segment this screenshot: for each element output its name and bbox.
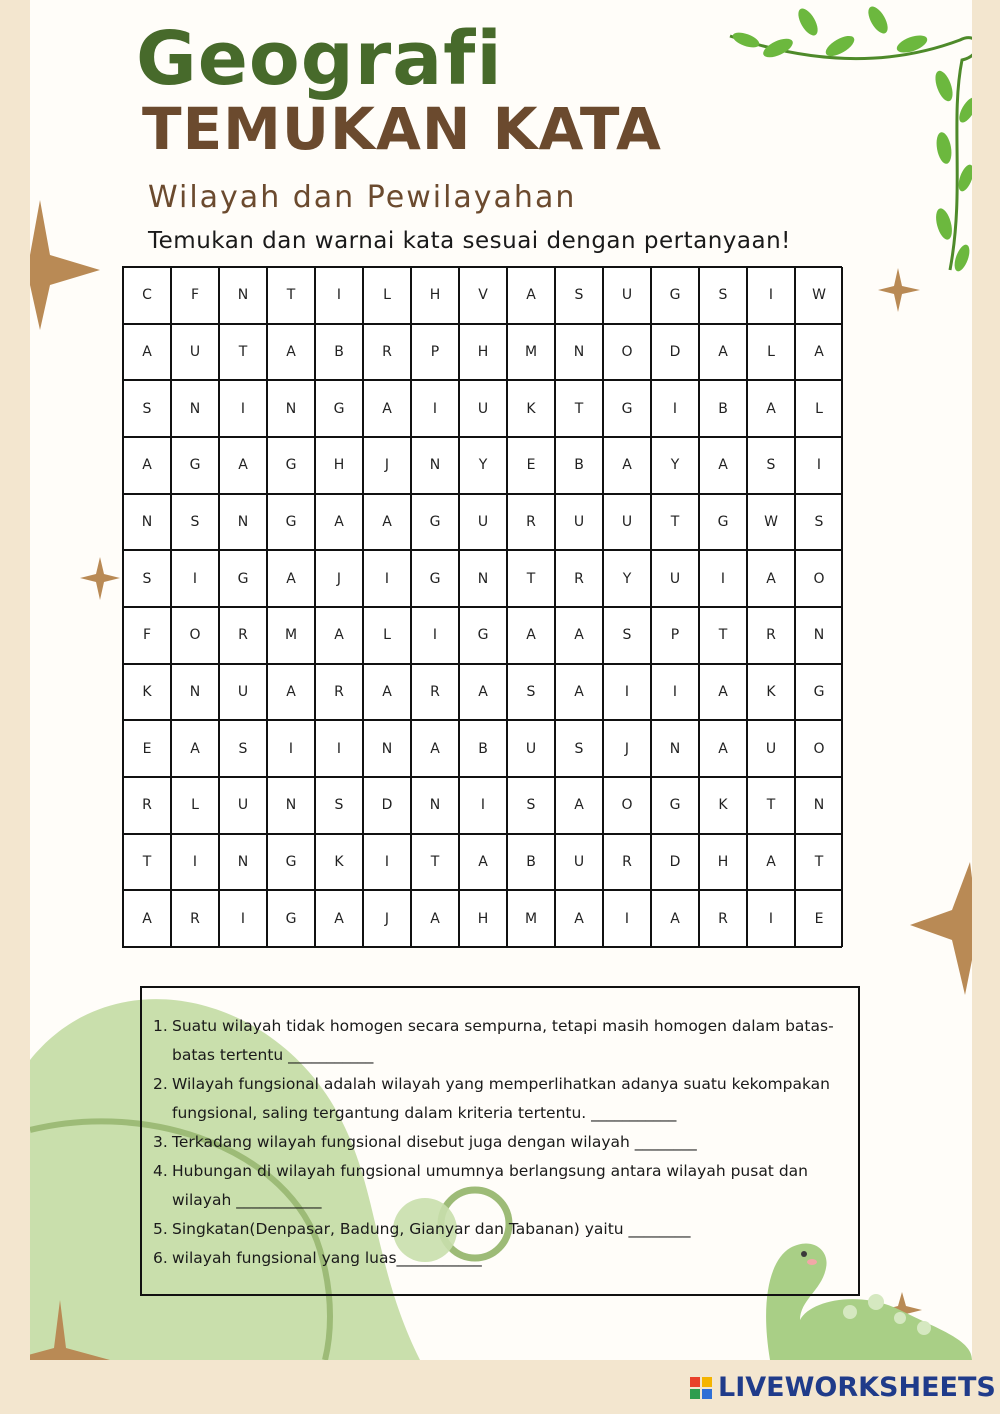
grid-cell[interactable]: N bbox=[651, 720, 699, 777]
grid-cell[interactable]: A bbox=[699, 664, 747, 721]
grid-cell[interactable]: G bbox=[411, 494, 459, 551]
logo-block-e bbox=[702, 1389, 712, 1399]
grid-cell[interactable]: I bbox=[363, 550, 411, 607]
grid-cell[interactable]: R bbox=[555, 550, 603, 607]
grid-cell[interactable]: A bbox=[411, 720, 459, 777]
grid-cell[interactable]: I bbox=[459, 777, 507, 834]
grid-cell[interactable]: H bbox=[699, 834, 747, 891]
grid-cell[interactable]: L bbox=[171, 777, 219, 834]
grid-cell[interactable]: O bbox=[603, 777, 651, 834]
grid-cell[interactable]: J bbox=[315, 550, 363, 607]
grid-cell[interactable]: S bbox=[747, 437, 795, 494]
grid-cell[interactable]: W bbox=[795, 267, 843, 324]
grid-cell[interactable]: A bbox=[267, 550, 315, 607]
grid-cell[interactable]: I bbox=[651, 664, 699, 721]
grid-cell[interactable]: A bbox=[699, 437, 747, 494]
grid-cell[interactable]: A bbox=[267, 324, 315, 381]
grid-cell[interactable]: F bbox=[123, 607, 171, 664]
question-text: Singkatan(Denpasar, Badung, Gianyar dan Tabanan) yaitu ________ bbox=[172, 1220, 691, 1238]
grid-cell[interactable]: A bbox=[555, 777, 603, 834]
grid-cell[interactable]: U bbox=[171, 324, 219, 381]
grid-cell[interactable]: A bbox=[747, 550, 795, 607]
grid-cell[interactable]: O bbox=[603, 324, 651, 381]
grid-cell[interactable]: G bbox=[267, 494, 315, 551]
question-text: wilayah fungsional yang luas___________ bbox=[172, 1249, 482, 1267]
grid-cell[interactable]: A bbox=[747, 834, 795, 891]
instruction-text: Temukan dan warnai kata sesuai dengan pertanyaan! bbox=[148, 228, 791, 254]
grid-cell[interactable]: R bbox=[699, 890, 747, 947]
grid-cell[interactable]: N bbox=[411, 437, 459, 494]
grid-cell[interactable]: E bbox=[507, 437, 555, 494]
grid-cell[interactable]: I bbox=[699, 550, 747, 607]
grid-cell[interactable]: N bbox=[795, 607, 843, 664]
grid-cell[interactable]: I bbox=[219, 890, 267, 947]
grid-cell[interactable]: R bbox=[507, 494, 555, 551]
grid-cell[interactable]: A bbox=[219, 437, 267, 494]
page-title: Geografi bbox=[136, 16, 503, 102]
grid-cell[interactable]: T bbox=[747, 777, 795, 834]
page-heading: TEMUKAN KATA bbox=[142, 95, 662, 163]
grid-cell[interactable]: G bbox=[267, 834, 315, 891]
grid-cell[interactable]: R bbox=[219, 607, 267, 664]
grid-cell[interactable]: J bbox=[363, 437, 411, 494]
question-text: fungsional, saling tergantung dalam kriteria tertentu. ___________ bbox=[172, 1104, 677, 1122]
page-subtitle: Wilayah dan Pewilayahan bbox=[148, 180, 577, 215]
grid-cell[interactable]: A bbox=[555, 607, 603, 664]
grid-cell[interactable]: G bbox=[171, 437, 219, 494]
question-item bbox=[150, 1012, 850, 1070]
grid-cell[interactable]: U bbox=[747, 720, 795, 777]
grid-cell[interactable]: A bbox=[315, 494, 363, 551]
grid-cell[interactable]: G bbox=[411, 550, 459, 607]
grid-cell[interactable]: Y bbox=[459, 437, 507, 494]
grid-cell[interactable]: T bbox=[699, 607, 747, 664]
brand-name: LIVEWORKSHEETS bbox=[718, 1372, 996, 1403]
grid-cell[interactable]: S bbox=[699, 267, 747, 324]
grid-cell[interactable]: T bbox=[795, 834, 843, 891]
grid-cell[interactable]: I bbox=[363, 834, 411, 891]
grid-cell[interactable]: A bbox=[747, 380, 795, 437]
grid-cell[interactable]: Y bbox=[651, 437, 699, 494]
question-text: Terkadang wilayah fungsional disebut juga dengan wilayah ________ bbox=[172, 1133, 697, 1151]
grid-cell[interactable]: I bbox=[315, 267, 363, 324]
grid-cell[interactable]: S bbox=[555, 267, 603, 324]
grid-cell[interactable]: A bbox=[315, 607, 363, 664]
questions-list bbox=[150, 1012, 850, 1273]
grid-cell[interactable]: L bbox=[795, 380, 843, 437]
grid-cell[interactable]: I bbox=[171, 834, 219, 891]
grid-cell[interactable]: B bbox=[555, 437, 603, 494]
question-number: 5. bbox=[153, 1220, 168, 1238]
grid-cell[interactable]: A bbox=[795, 324, 843, 381]
question-text: Hubungan di wilayah fungsional umumnya berlangsung antara wilayah pusat dan bbox=[172, 1162, 808, 1180]
grid-cell[interactable]: A bbox=[603, 437, 651, 494]
question-number: 1. bbox=[153, 1017, 168, 1035]
grid-cell[interactable]: U bbox=[555, 494, 603, 551]
question-item bbox=[150, 1128, 850, 1157]
grid-cell[interactable]: D bbox=[651, 834, 699, 891]
question-number: 3. bbox=[153, 1133, 168, 1151]
grid-cell[interactable]: G bbox=[459, 607, 507, 664]
grid-cell[interactable]: I bbox=[651, 380, 699, 437]
question-item bbox=[150, 1244, 850, 1273]
grid-cell[interactable]: D bbox=[651, 324, 699, 381]
question-item bbox=[150, 1157, 850, 1215]
grid-cell[interactable]: U bbox=[603, 494, 651, 551]
grid-cell[interactable]: A bbox=[651, 890, 699, 947]
question-item bbox=[150, 1215, 850, 1244]
grid-cell[interactable]: H bbox=[459, 890, 507, 947]
question-text: batas tertentu ___________ bbox=[172, 1046, 374, 1064]
grid-cell[interactable]: K bbox=[507, 380, 555, 437]
grid-cell[interactable]: G bbox=[267, 890, 315, 947]
grid-cell[interactable]: S bbox=[603, 607, 651, 664]
grid-cell[interactable]: A bbox=[699, 720, 747, 777]
grid-cell[interactable]: A bbox=[123, 890, 171, 947]
grid-cell[interactable]: I bbox=[315, 720, 363, 777]
grid-cell[interactable]: L bbox=[363, 267, 411, 324]
grid-cell[interactable]: F bbox=[171, 267, 219, 324]
grid-cell[interactable]: N bbox=[219, 267, 267, 324]
question-text: Wilayah fungsional adalah wilayah yang memperlihatkan adanya suatu kekompakan bbox=[172, 1075, 831, 1093]
grid-cell[interactable]: N bbox=[171, 664, 219, 721]
question-number: 6. bbox=[153, 1249, 168, 1267]
grid-cell[interactable]: R bbox=[411, 664, 459, 721]
grid-cell[interactable]: D bbox=[363, 777, 411, 834]
grid-cell[interactable]: A bbox=[699, 324, 747, 381]
grid-cell[interactable]: N bbox=[171, 380, 219, 437]
grid-cell[interactable]: T bbox=[555, 380, 603, 437]
grid-cell[interactable]: R bbox=[747, 607, 795, 664]
grid-cell[interactable]: I bbox=[747, 267, 795, 324]
grid-cell[interactable]: A bbox=[315, 890, 363, 947]
grid-cell[interactable]: I bbox=[411, 607, 459, 664]
grid-cell[interactable]: R bbox=[363, 324, 411, 381]
grid-cell[interactable]: A bbox=[459, 664, 507, 721]
grid-cell[interactable]: T bbox=[123, 834, 171, 891]
grid-cell[interactable]: W bbox=[747, 494, 795, 551]
grid-cell[interactable]: S bbox=[315, 777, 363, 834]
grid-cell[interactable]: B bbox=[315, 324, 363, 381]
grid-cell[interactable]: C bbox=[123, 267, 171, 324]
grid-cell[interactable]: H bbox=[411, 267, 459, 324]
grid-cell[interactable]: L bbox=[363, 607, 411, 664]
grid-cell[interactable]: G bbox=[315, 380, 363, 437]
worksheet-page bbox=[30, 0, 972, 1360]
grid-cell[interactable]: R bbox=[603, 834, 651, 891]
grid-cell[interactable]: T bbox=[651, 494, 699, 551]
grid-cell[interactable]: U bbox=[219, 777, 267, 834]
grid-cell[interactable]: S bbox=[507, 777, 555, 834]
grid-cell[interactable]: A bbox=[507, 607, 555, 664]
grid-cell[interactable]: J bbox=[363, 890, 411, 947]
grid-cell[interactable]: H bbox=[459, 324, 507, 381]
grid-cell[interactable]: S bbox=[123, 380, 171, 437]
grid-cell[interactable]: N bbox=[219, 834, 267, 891]
grid-cell[interactable]: N bbox=[555, 324, 603, 381]
grid-cell[interactable]: I bbox=[795, 437, 843, 494]
grid-cell[interactable]: M bbox=[507, 324, 555, 381]
grid-cell[interactable]: I bbox=[747, 890, 795, 947]
grid-cell[interactable]: A bbox=[267, 664, 315, 721]
grid-cell[interactable]: A bbox=[411, 890, 459, 947]
grid-cell[interactable]: G bbox=[219, 550, 267, 607]
grid-cell[interactable]: U bbox=[651, 550, 699, 607]
grid-cell[interactable]: U bbox=[459, 494, 507, 551]
grid-cell[interactable]: P bbox=[651, 607, 699, 664]
grid-cell[interactable]: N bbox=[411, 777, 459, 834]
grid-cell[interactable]: V bbox=[459, 267, 507, 324]
grid-cell[interactable]: A bbox=[363, 380, 411, 437]
question-number: 2. bbox=[153, 1075, 168, 1093]
grid-cell[interactable]: G bbox=[267, 437, 315, 494]
grid-cell[interactable]: T bbox=[507, 550, 555, 607]
grid-cell[interactable]: B bbox=[507, 834, 555, 891]
grid-cell[interactable]: P bbox=[411, 324, 459, 381]
grid-cell[interactable]: B bbox=[699, 380, 747, 437]
logo-block-l bbox=[690, 1377, 700, 1387]
grid-cell[interactable]: O bbox=[795, 720, 843, 777]
grid-cell[interactable]: E bbox=[795, 890, 843, 947]
grid-cell[interactable]: G bbox=[603, 380, 651, 437]
grid-cell[interactable]: U bbox=[507, 720, 555, 777]
grid-cell[interactable]: S bbox=[507, 664, 555, 721]
grid-cell[interactable]: S bbox=[123, 550, 171, 607]
grid-cell[interactable]: R bbox=[315, 664, 363, 721]
question-number: 4. bbox=[153, 1162, 168, 1180]
question-text: wilayah ___________ bbox=[172, 1191, 322, 1209]
grid-cell[interactable]: M bbox=[507, 890, 555, 947]
grid-cell[interactable]: A bbox=[555, 664, 603, 721]
grid-cell[interactable]: N bbox=[123, 494, 171, 551]
grid-cell[interactable]: O bbox=[171, 607, 219, 664]
grid-cell[interactable]: K bbox=[747, 664, 795, 721]
question-item bbox=[150, 1070, 850, 1128]
grid-cell[interactable]: S bbox=[219, 720, 267, 777]
grid-cell[interactable]: A bbox=[123, 437, 171, 494]
grid-cell[interactable]: E bbox=[123, 720, 171, 777]
grid-cell[interactable]: J bbox=[603, 720, 651, 777]
liveworksheets-logo bbox=[690, 1372, 996, 1403]
logo-blocks-icon bbox=[690, 1377, 712, 1399]
logo-block-v bbox=[690, 1389, 700, 1399]
grid-cell[interactable]: A bbox=[459, 834, 507, 891]
grid-cell[interactable]: U bbox=[219, 664, 267, 721]
grid-cell[interactable]: U bbox=[459, 380, 507, 437]
grid-cell[interactable]: N bbox=[267, 380, 315, 437]
grid-cell[interactable]: I bbox=[603, 664, 651, 721]
grid-cell[interactable]: M bbox=[267, 607, 315, 664]
question-text: Suatu wilayah tidak homogen secara sempurna, tetapi masih homogen dalam batas- bbox=[172, 1017, 834, 1035]
grid-cell[interactable]: T bbox=[411, 834, 459, 891]
grid-cell[interactable]: G bbox=[795, 664, 843, 721]
grid-cell[interactable]: O bbox=[795, 550, 843, 607]
grid-cell[interactable]: A bbox=[123, 324, 171, 381]
grid-cell[interactable]: S bbox=[171, 494, 219, 551]
grid-cell[interactable]: N bbox=[459, 550, 507, 607]
word-search-grid bbox=[122, 266, 842, 948]
grid-cell[interactable]: N bbox=[795, 777, 843, 834]
grid-cell[interactable]: I bbox=[171, 550, 219, 607]
grid-cell[interactable]: L bbox=[747, 324, 795, 381]
grid-cell[interactable]: U bbox=[603, 267, 651, 324]
grid-cell[interactable]: A bbox=[363, 664, 411, 721]
grid-cell[interactable]: K bbox=[123, 664, 171, 721]
grid-cell[interactable]: T bbox=[267, 267, 315, 324]
grid-cell[interactable]: H bbox=[315, 437, 363, 494]
grid-cell[interactable]: K bbox=[315, 834, 363, 891]
grid-cell[interactable]: I bbox=[267, 720, 315, 777]
grid-cell[interactable]: B bbox=[459, 720, 507, 777]
grid-cell[interactable]: S bbox=[795, 494, 843, 551]
grid-cell[interactable]: Y bbox=[603, 550, 651, 607]
grid-cell[interactable]: G bbox=[651, 267, 699, 324]
grid-cell[interactable]: N bbox=[219, 494, 267, 551]
grid-cell[interactable]: S bbox=[555, 720, 603, 777]
grid-cell[interactable]: N bbox=[267, 777, 315, 834]
grid-cell[interactable]: R bbox=[123, 777, 171, 834]
grid-cell[interactable]: A bbox=[363, 494, 411, 551]
grid-cell[interactable]: A bbox=[555, 890, 603, 947]
grid-cell[interactable]: R bbox=[171, 890, 219, 947]
grid-cell[interactable]: A bbox=[507, 267, 555, 324]
grid-cell[interactable]: G bbox=[651, 777, 699, 834]
grid-cell[interactable]: I bbox=[219, 380, 267, 437]
grid-cell[interactable]: K bbox=[699, 777, 747, 834]
grid-cell[interactable]: I bbox=[603, 890, 651, 947]
grid-cell[interactable]: G bbox=[699, 494, 747, 551]
grid-cell[interactable]: T bbox=[219, 324, 267, 381]
grid-cell[interactable]: N bbox=[363, 720, 411, 777]
grid-cell[interactable]: A bbox=[171, 720, 219, 777]
grid-cell[interactable]: I bbox=[411, 380, 459, 437]
grid-cell[interactable]: U bbox=[555, 834, 603, 891]
logo-block-i bbox=[702, 1377, 712, 1387]
